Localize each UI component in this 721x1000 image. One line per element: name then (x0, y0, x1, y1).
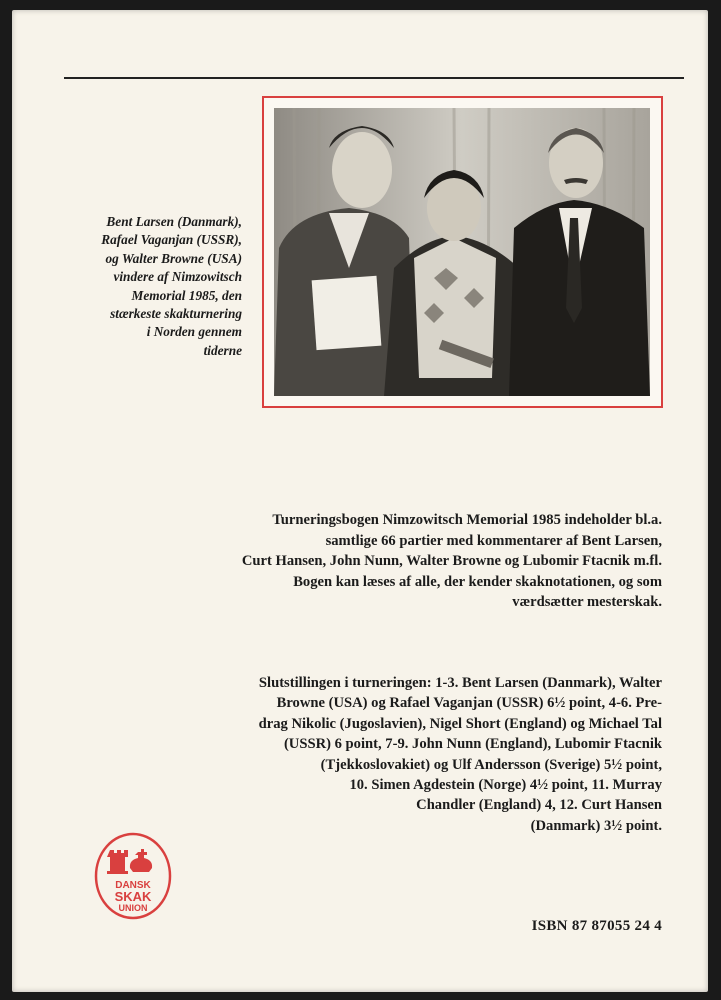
winners-photo (274, 108, 650, 396)
caption-line: vindere af Nimzowitsch (113, 269, 242, 285)
description-line: Bogen kan læses af alle, der kender skaknotationen, og som (293, 573, 662, 590)
photo-illustration (274, 108, 650, 396)
description-line: værdsætter mesterskak. (512, 594, 662, 610)
caption-line: Rafael Vaganjan (USSR), (101, 232, 242, 248)
caption-line: stærkeste skakturnering (110, 306, 242, 322)
caption-line: tiderne (203, 342, 242, 358)
isbn: ISBN 87 87055 24 4 (531, 918, 662, 934)
standings-line: (Danmark) 3½ point. (530, 817, 662, 834)
standings-line: (Tjekkoslovakiet) og Ulf Andersson (Sverige) 5½ point, (320, 756, 662, 773)
caption-line: Bent Larsen (Danmark), (106, 214, 242, 229)
standings-line: (USSR) 6 point, 7-9. John Nunn (England), Lubomir Ftacnik (283, 736, 662, 753)
standings-line: 10. Simen Agdestein (Norge) 4½ point, 11. Murray (349, 777, 662, 794)
logo-line2: SKAK (114, 889, 152, 904)
logo-line1: DANSK (115, 880, 151, 891)
description-line: samtlige 66 partier med kommentarer af Bent Larsen, (325, 532, 662, 549)
final-standings (132, 673, 662, 836)
standings-line: drag Nikolic (Jugoslavien), Nigel Short (England) og Michael Tal (258, 715, 662, 732)
book-back-cover (12, 10, 708, 992)
standings-line: Chandler (England) 4, 12. Curt Hansen (416, 797, 662, 814)
standings-line: Slutstillingen i turneringen: 1-3. Bent Larsen (Danmark), Walter (258, 675, 662, 691)
caption-line: i Norden gennem (146, 324, 242, 340)
rook-icon (107, 850, 128, 874)
book-description (132, 510, 662, 613)
logo-line3: UNION (118, 903, 148, 913)
standings-line: Browne (USA) og Rafael Vaganjan (USSR) 6½ point, 4-6. Pre- (276, 695, 662, 712)
caption-line: og Walter Browne (USA) (105, 250, 242, 266)
description-line: Curt Hansen, John Nunn, Walter Browne og Lubomir Ftacnik m.fl. (241, 553, 662, 569)
caption-line: Memorial 1985, den (131, 287, 242, 303)
dansk-skak-union-logo (94, 832, 172, 920)
top-rule (64, 77, 684, 79)
photo-caption (52, 213, 242, 360)
photo-frame (262, 96, 663, 408)
description-line: Turneringsbogen Nimzowitsch Memorial 1985 indeholder bl.a. (272, 512, 662, 528)
